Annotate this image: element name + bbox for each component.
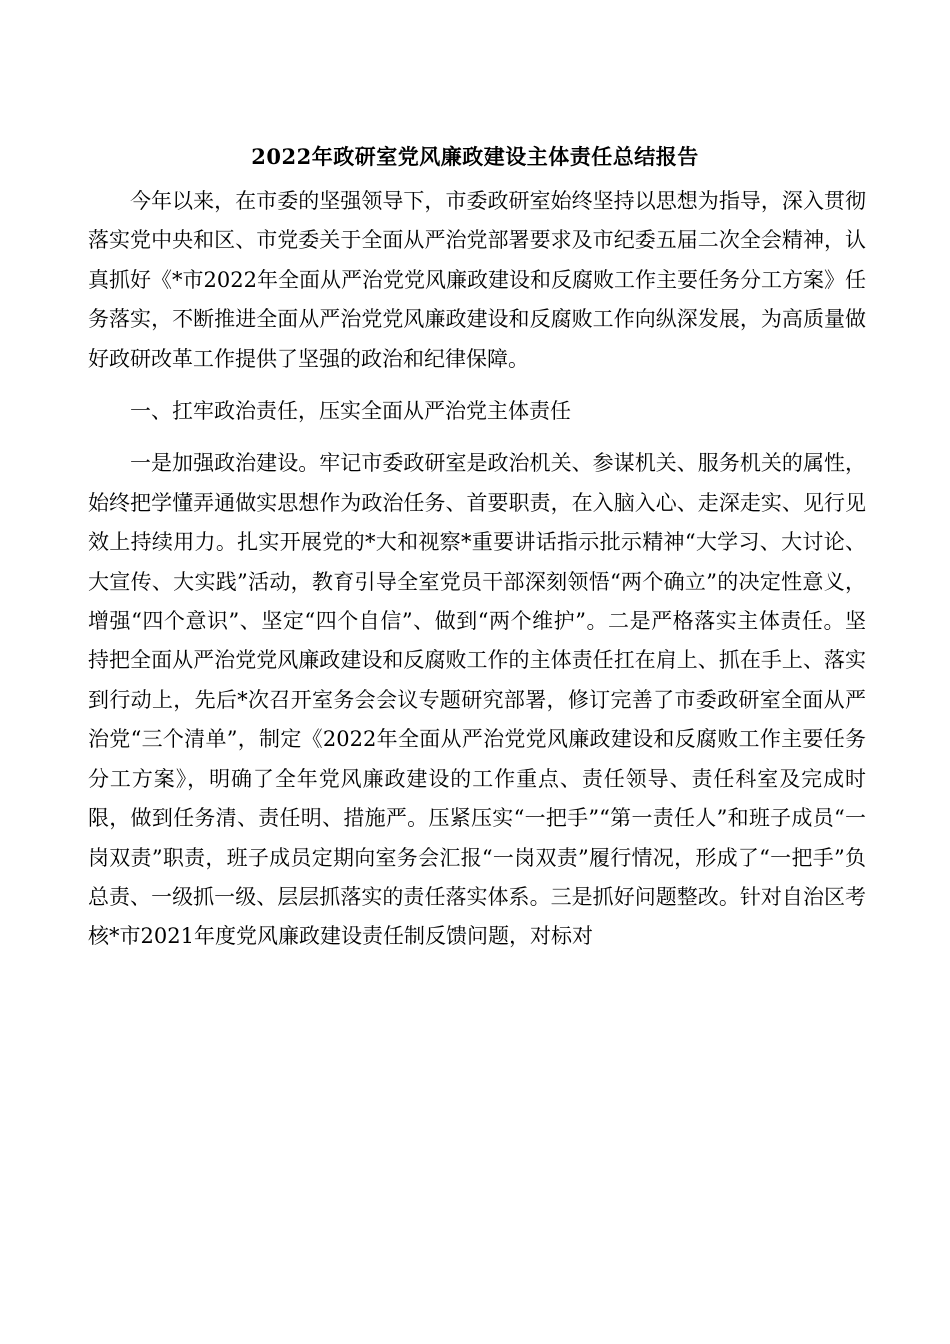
- paragraph-gap: [88, 431, 866, 444]
- document-title: 2022年政研室党风廉政建设主体责任总结报告: [251, 144, 699, 169]
- intro-paragraph: 今年以来，在市委的坚强领导下，市委政研室始终坚持以思想为指导，深入贯彻落实党中央和区、市党委关于全面从严治党部署要求及市纪委五届二次全会精神，认真抓好《*市2022年全面从严治党党风廉政建设和反腐败工作主要任务分工方案》任务落实，不断推进全面从严治党党风廉政建设和反腐败工作向纵深发展，为高质量做好政研改革工作提供了坚强的政治和纪律保障。: [88, 189, 866, 371]
- paragraph-gap: [88, 379, 866, 392]
- section-paragraph: 一是加强政治建设。牢记市委政研室是政治机关、参谋机关、服务机关的属性，始终把学懂弄通做实思想作为政治任务、首要职责，在入脑入心、走深走实、见行见效上持续用力。扎实开展党的*大和视察*重要讲话指示批示精神“大学习、大讨论、大宣传、大实践”活动，教育引导全室党员干部深刻领悟“两个确立”的决定性意义，增强“四个意识”、坚定“四个自信”、做到“两个维护”。二是严格落实主体责任。坚持把全面从严治党党风廉政建设和反腐败工作的主体责任扛在肩上、抓在手上、落实到行动上，先后*次召开室务会会议专题研究部署，修订完善了市委政研室全面从严治党“三个清单”，制定《2022年全面从严治党党风廉政建设和反腐败工作主要任务分工方案》，明确了全年党风廉政建设的工作重点、责任领导、责任科室及完成时限，做到任务清、责任明、措施严。压紧压实“一把手”“第一责任人”和班子成员“一岗双责”职责，班子成员定期向室务会汇报“一岗双责”履行情况，形成了“一把手”负总责、一级抓一级、层层抓落实的责任落实体系。三是抓好问题整改。针对自治区考核*市2021年度党风廉政建设责任制反馈问题，对标对: [88, 451, 866, 949]
- document-body: [88, 182, 866, 957]
- section-heading: 一、扛牢政治责任，压实全面从严治党主体责任: [130, 399, 571, 424]
